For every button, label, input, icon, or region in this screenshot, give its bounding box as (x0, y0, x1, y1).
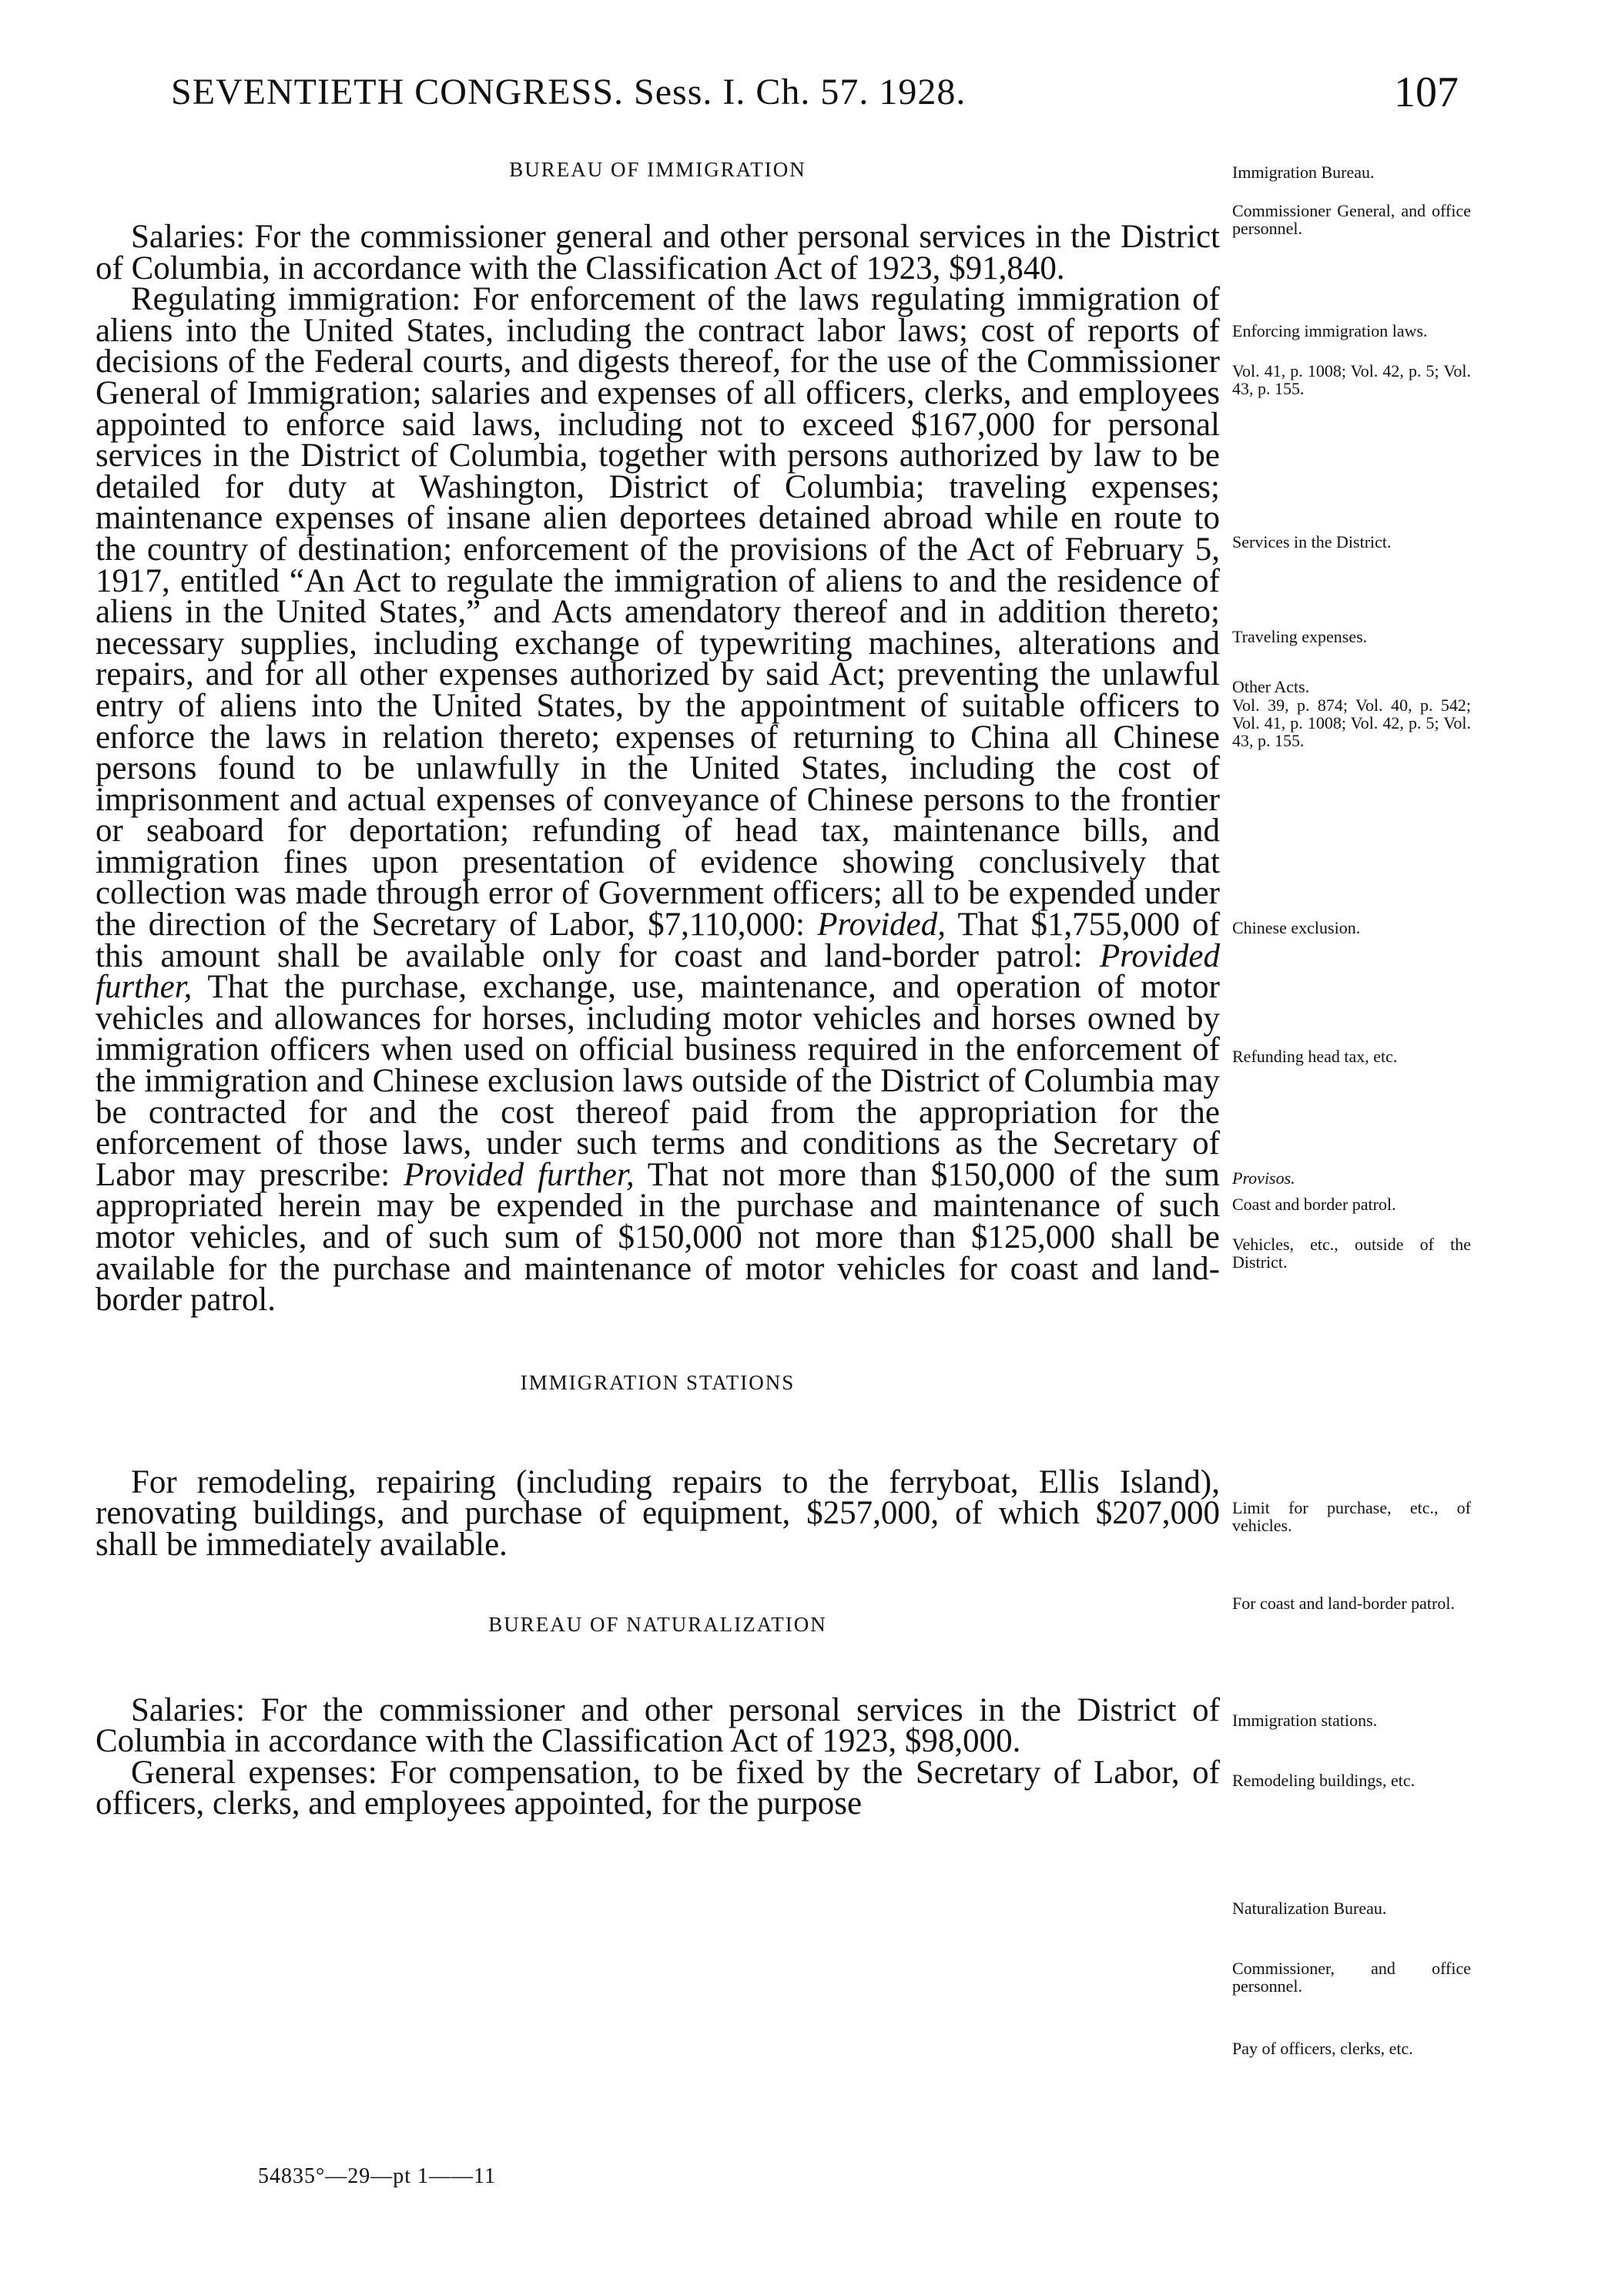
printer-signature: 54835°—29—pt 1——11 (258, 2164, 496, 2188)
margin-note: Chinese exclusion. (1232, 918, 1361, 937)
paragraph-general-expenses: General expenses: For compensation, to be fixed by the Secretary of Labor, of officers, clerks, and employees appointed, for the purpose (95, 1754, 1220, 1822)
margin-note: Refunding head tax, etc. (1232, 1047, 1398, 1066)
margin-note: Immigration Bureau. (1232, 163, 1375, 182)
margin-note: Vol. 39, p. 874; Vol. 40, p. 542; Vol. 41, p. 1008; Vol. 42, p. 5; Vol. 43, p. 155. (1232, 696, 1471, 750)
margin-note: Immigration stations. (1232, 1711, 1378, 1730)
margin-note: Pay of officers, clerks, etc. (1232, 2039, 1413, 2058)
paragraph-naturalization-salaries: Salaries: For the commissioner and other personal services in the District of Columbia in accordance with the Classification Act of 1923, $98,000. (95, 1691, 1220, 1760)
running-head-title: SEVENTIETH CONGRESS. Sess. I. Ch. 57. 1928. (171, 72, 967, 112)
proviso-2: Provided further, (95, 937, 1221, 1006)
section-heading-immigration: BUREAU OF IMMIGRATION (509, 158, 806, 181)
margin-note: Naturalization Bureau. (1232, 1899, 1387, 1918)
paragraph-immigration-salaries: Salaries: For the commissioner general and other personal services in the District of Columbia, in accordance with the Classification Act of 1923, $91,840. (95, 219, 1220, 287)
margin-note: Coast and border patrol. (1232, 1195, 1396, 1214)
proviso-1: Provided, (817, 907, 946, 944)
margin-note: Commissioner, and office personnel. (1232, 1959, 1471, 1996)
proviso-3: Provided further, (404, 1156, 635, 1193)
paragraph-stations-remodeling: For remodeling, repairing (including repairs to the ferryboat, Ellis Island), renovating buildings, and purchase of equipment, $257,000, of which $207,000 shall be immediately available. (95, 1463, 1220, 1563)
margin-note: Traveling expenses. (1232, 627, 1368, 646)
regulating-text-part-1: Regulating immigration: For enforcement of the laws regulating immigration of aliens into the United States, including the contract labor laws; cost of reports of decisions of the Federal courts, and digests thereof, for the use of the Commissioner General of Immigration; salaries and expenses of all officers, clerks, and employees appointed to enforce said laws, including not to exceed $167,000 for personal services in the District of Columbia, together with persons authorized by law to be detailed for duty at Washington, District of Columbia; traveling expenses; maintenance expenses of insane alien deportees detained abroad while en route to the country of destination; enforcement of the provisions of the Act of February 5, 1917, entitled “An Act to regulate the immigration of aliens to and the residence of aliens in the United States,” and Acts amendatory thereof and in addition thereto; necessary supplies, including exchange of typewriting machines, alterations and repairs, and for all other expenses authorized by said Act; preventing the unlawful entry of aliens into the United States, by the appointment of suitable officers to enforce the laws in relation thereto; expenses of returning to China all Chinese persons found to be unlawfully in the United States, including the cost of imprisonment and actual expenses of conveyance of Chinese persons to the frontier or seaboard for deportation; refunding of head tax, maintenance bills, and immigration fines upon presentation of evidence showing conclusively that collection was made through error of Government officers; all to be expended under the direction of the Secretary of Labor, $7,110,000: (95, 281, 1220, 944)
regulating-text-part-3: That the purchase, exchange, use, maintenance, and operation of motor vehicles and allowances for horses, including motor vehicles and horses owned by immigration officers when used on official business required in the enforcement of the immigration and Chinese exclusion laws outside of the District of Columbia may be contracted for and the cost thereof paid from the appropriation for the enforcement of those laws, under such terms and conditions as the Secretary of Labor may prescribe: (95, 969, 1220, 1193)
regulating-text-part-2: That $1,755,000 of this amount shall be available only for coast and land-border patrol: (95, 907, 1220, 974)
section-heading-stations: IMMIGRATION STATIONS (520, 1370, 796, 1394)
margin-note: Vehicles, etc., outside of the District. (1232, 1235, 1471, 1272)
margin-note: Services in the District. (1232, 532, 1392, 551)
margin-note: Commissioner General, and office personnel. (1232, 201, 1471, 238)
section-heading-naturalization: BUREAU OF NATURALIZATION (488, 1612, 827, 1636)
regulating-text-part-4: That not more than $150,000 of the sum appropriated herein may be expended in the purchase and maintenance of such motor vehicles, and of such sum of $150,000 not more than $125,000 shall be available for the purchase and maintenance of motor vehicles for coast and land-border patrol. (95, 1156, 1221, 1319)
margin-note: Enforcing immigration laws. (1232, 321, 1428, 340)
margin-note: Other Acts. (1232, 677, 1310, 696)
margin-note: For coast and land-border patrol. (1232, 1594, 1455, 1613)
page-number: 107 (1394, 69, 1459, 116)
margin-note: Limit for purchase, etc., of vehicles. (1232, 1498, 1471, 1535)
margin-note-provisos: Provisos. (1232, 1168, 1295, 1188)
margin-note: Remodeling buildings, etc. (1232, 1771, 1415, 1790)
margin-note: Vol. 41, p. 1008; Vol. 42, p. 5; Vol. 43, p. 155. (1232, 361, 1471, 398)
